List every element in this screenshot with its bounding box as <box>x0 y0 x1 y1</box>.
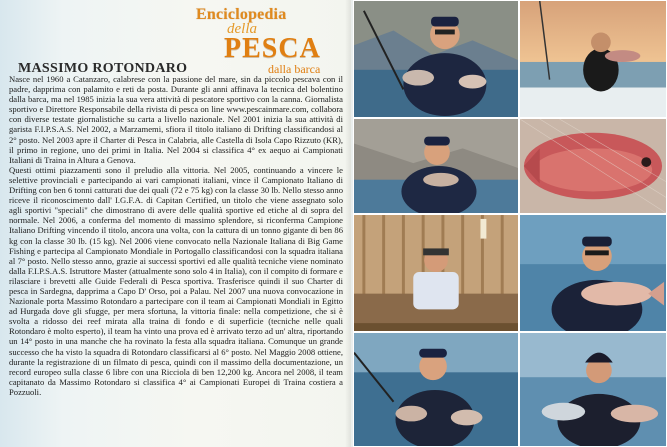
photo-angler-fish-on-boat <box>353 332 519 447</box>
photo-angler-with-fish-rocks <box>353 0 519 118</box>
title-line-pesca: PESCA <box>224 33 321 64</box>
photo-fish-closeup-red <box>519 118 667 214</box>
biography-text <box>9 74 343 397</box>
photo-angler-boat-sunset <box>519 0 667 118</box>
title-line-dalla-barca: dalla barca <box>268 62 321 76</box>
title-line-della: della <box>227 21 257 37</box>
paragraph: Questi ottimi piazzamenti sono il preludio alla vittoria. Nel 2005, continuando a vincere le selettive provinciali e partecipando ai vari campionati italiani, vince il Campionato Italiano di Drifting con ben 6 tonni catturati due dei quali (72 e 75 kg) con la classe 30 lb. Nello stesso anno riceve il riconoscimento dall' I.G.F.A. di Capitan Certified, un titolo che viene assegnato solo agli sportivi "speciali" che dimostrano di avere delle qualità sportive ed etiche al di sopra del normale. Nel 2006, a conferma del momento di massimo splendore, si riconferma Campione Italiano Drifting vincendo il titolo, ancora una volta, con la cattura di un tonno gigante di ben 86 kg con la classe 30 lb. (15 kg). Nel 2006 viene convocato nella Nazionale Italiana di Big Game Fishing e partecipa al Campionato Mondiale in Portogallo classificandosi con la squadra italiana al 7° posto. Nello stesso anno, grazie ai successi sportivi ed alle qualità tecniche viene nominato dalla F.I.P.S.A.S. Istruttore Master (attualmente sono solo 4 in Italia), con il compito di formare e rilasciare i brevetti alle Guide Federali di Pesca sportiva. Trasferisce quindi il suo Charter di pesca in Sardegna, dapprima a Capo D' Orso, poi a Palau. Nel 2007 una nuova convocazione in Nazionale porta Massimo Rotondaro a partecipare con il team ai Campionati Mondiali in Egitto ad Hurgada dove gli sfugge, per mera sfortuna, la vittoria finale: nella competizione, che si è svolta a ridosso dei reef mirata alla traina di fondo e di superficie (tecniche nelle quali Rotondaro è molto esperto), il team ha vinto una prova ed è arrivato terzo ad un' altra, riportando un 14° posto in una manche che ha rovinato la festa alla squadra italiana. Comunque un grande successo che ha visto la squadra di Rotondaro classificarsi al 6° posto. Nel Maggio 2008 ottiene, durante la registrazione di un filmato di pesca, quindi con il massimo della documentazione, un record europeo sulla classe 6 libre con una Ricciola di ben 12,200 kg. Ancora nel 2008, il team capitanato da Massimo Rotondaro si classifica 4° ai Campionati Europei di Traina costiera a Pozzuoli. <box>9 164 343 397</box>
title-line-enciclopedia: Enciclopedia <box>196 6 287 23</box>
photo-angler-holding-sea-bream <box>519 214 667 332</box>
photo-angler-on-pier <box>353 214 519 332</box>
photo-grid <box>351 0 667 447</box>
photo-angler-fish-sea <box>519 332 667 447</box>
photo-angler-fish-rocks-2 <box>353 118 519 214</box>
paragraph: Nasce nel 1960 a Catanzaro, calabrese con la passione del mare, sin da piccolo pescava con il padre, dapprima con palamito e reti da posta. Durante gli anni affinava la tecnica del bolentino dalla barca, ma nel 1985 inizia la sua vera attività di pescatore sportivo con la canna. Giornalista sportivo e Direttore Responsabile della rivista di pesca on line www.pescainmare.com, collabora con diverse testate giornalistiche su carta a livello nazionale. Nel 2001 inizia la sua attività di garista F.I.P.S.A.S. Nel 2002, a Marzamemi, sfiora il titolo italiano di Drifting classificandosi al 2° posto. Nel 2003 apre il Charter di Pesca in Calabria, alle Castella di Isola Capo Rizzuto (KR), il primo in regione, uno dei primi in Italia. Nel 2004 si classifica 4° ex aequo ai Campionati Italiani di Traina in Altura a Genova. <box>9 74 343 165</box>
author-heading: MASSIMO ROTONDARO <box>18 61 188 76</box>
